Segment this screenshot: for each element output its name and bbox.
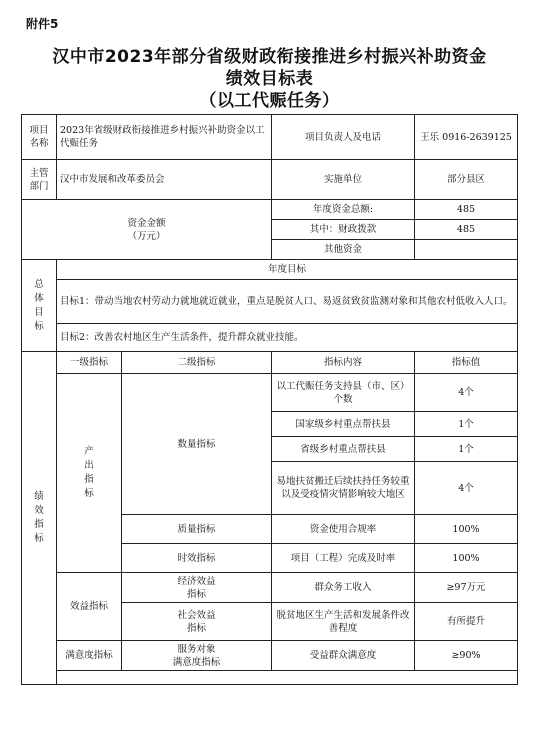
contact-value: 王乐 0916-2639125	[415, 115, 518, 160]
economic-content: 群众务工收入	[272, 573, 415, 603]
quantity-content-1: 以工代赈任务支持县（市、区）个数	[272, 374, 415, 412]
impl-value: 部分县区	[415, 160, 518, 200]
goal-2: 目标2：改善农村地区生产生活条件，提升群众就业技能。	[57, 324, 518, 352]
quality-content: 资金使用合规率	[272, 515, 415, 544]
benefit-label: 效益指标	[57, 573, 122, 641]
page-title: 汉中市2023年部分省级财政衔接推进乡村振兴补助资金	[52, 47, 487, 67]
timeliness-content: 项目（工程）完成及时率	[272, 544, 415, 573]
goals-label: 总 体 目 标	[22, 260, 57, 352]
quantity-content-2: 国家级乡村重点帮扶县	[272, 412, 415, 437]
goal-1: 目标1：带动当地农村劳动力就地就近就业，重点是脱贫人口、易返贫致贫监测对象和其他农村低收入人口。	[57, 280, 518, 324]
quantity-value-2: 1个	[415, 412, 518, 437]
indicators-label: 绩 效 指 标	[22, 352, 57, 685]
performance-target-table	[21, 114, 518, 685]
funds-label: 资金金额 （万元）	[22, 200, 272, 260]
economic-value: ≥97万元	[415, 573, 518, 603]
funds-fiscal: 485	[415, 220, 518, 240]
page-subtitle-task: （以工代赈任务）	[199, 91, 340, 111]
social-content: 脱贫地区生产生活和发展条件改善程度	[272, 603, 415, 641]
header-content: 指标内容	[272, 352, 415, 374]
satisfaction-label: 满意度指标	[57, 641, 122, 671]
funds-total: 485	[415, 200, 518, 220]
satisfaction-sub-label: 服务对象 满意度指标	[122, 641, 272, 671]
quantity-value-4: 4个	[415, 462, 518, 515]
project-name-label: 项目 名称	[22, 115, 57, 160]
funds-other-label: 其他资金	[272, 240, 415, 260]
annex-label: 附件5	[26, 17, 59, 31]
quantity-label: 数量指标	[122, 374, 272, 515]
page-subtitle: 绩效目标表	[225, 69, 314, 89]
quantity-value-1: 4个	[415, 374, 518, 412]
satisfaction-content: 受益群众满意度	[272, 641, 415, 671]
table-bottom-spacer	[57, 671, 518, 685]
satisfaction-value: ≥90%	[415, 641, 518, 671]
header-level2: 二级指标	[122, 352, 272, 374]
dept-label: 主管 部门	[22, 160, 57, 200]
quality-label: 质量指标	[122, 515, 272, 544]
timeliness-label: 时效指标	[122, 544, 272, 573]
dept-value: 汉中市发展和改革委员会	[57, 160, 272, 200]
impl-label: 实施单位	[272, 160, 415, 200]
quantity-content-4: 易地扶贫搬迁后续扶持任务较重以及受疫情灾情影响较大地区	[272, 462, 415, 515]
timeliness-value: 100%	[415, 544, 518, 573]
project-name: 2023年省级财政衔接推进乡村振兴补助资金以工代赈任务	[57, 115, 272, 160]
contact-label: 项目负责人及电话	[272, 115, 415, 160]
quality-value: 100%	[415, 515, 518, 544]
funds-total-label: 年度资金总额:	[272, 200, 415, 220]
goals-header: 年度目标	[57, 260, 518, 280]
quantity-value-3: 1个	[415, 437, 518, 462]
header-value: 指标值	[415, 352, 518, 374]
output-label: 产 出 指 标	[57, 374, 122, 573]
economic-label: 经济效益 指标	[122, 573, 272, 603]
quantity-content-3: 省级乡村重点帮扶县	[272, 437, 415, 462]
funds-other	[415, 240, 518, 260]
header-level1: 一级指标	[57, 352, 122, 374]
social-label: 社会效益 指标	[122, 603, 272, 641]
social-value: 有所提升	[415, 603, 518, 641]
funds-fiscal-label: 其中：财政拨款	[272, 220, 415, 240]
